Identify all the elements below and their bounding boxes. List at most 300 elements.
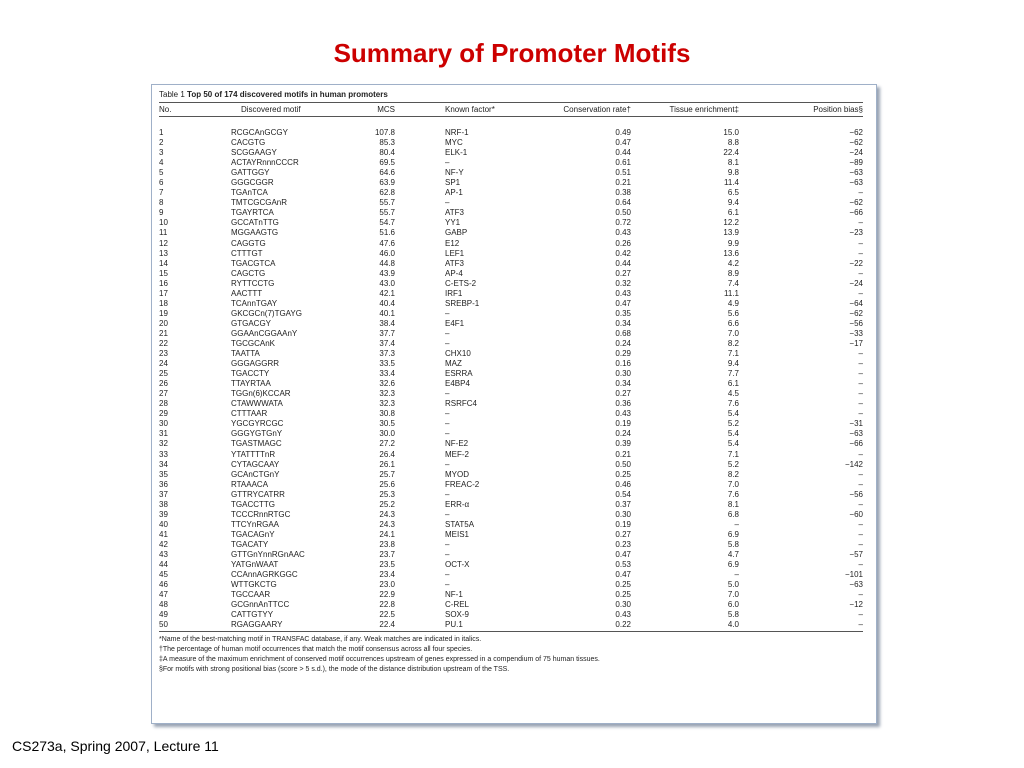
- cell-position-bias: –: [858, 268, 863, 278]
- table-row: [159, 218, 863, 228]
- cell-position-bias: −56: [849, 318, 863, 328]
- cell-conservation-rate: 0.30: [615, 600, 631, 610]
- cell-mcs: 63.9: [379, 178, 395, 188]
- cell-motif: TGASTMAGC: [231, 439, 282, 449]
- cell-conservation-rate: 0.53: [615, 560, 631, 570]
- cell-motif: CATTGTYY: [231, 610, 274, 620]
- cell-position-bias: −24: [849, 278, 863, 288]
- cell-conservation-rate: 0.54: [615, 489, 631, 499]
- cell-position-bias: –: [858, 469, 863, 479]
- cell-position-bias: −24: [849, 148, 863, 158]
- cell-conservation-rate: 0.43: [615, 610, 631, 620]
- cell-position-bias: −64: [849, 298, 863, 308]
- table-header-rule: [159, 116, 863, 117]
- cell-motif: WTTGKCTG: [231, 580, 277, 590]
- cell-conservation-rate: 0.50: [615, 208, 631, 218]
- cell-mcs: 32.3: [379, 389, 395, 399]
- cell-no: 12: [159, 238, 168, 248]
- cell-conservation-rate: 0.51: [615, 168, 631, 178]
- cell-conservation-rate: 0.25: [615, 590, 631, 600]
- cell-known-factor: –: [445, 539, 450, 549]
- cell-tissue-enrichment: 6.8: [727, 509, 739, 519]
- slide-title: Summary of Promoter Motifs: [333, 38, 691, 68]
- cell-position-bias: –: [858, 399, 863, 409]
- cell-mcs: 27.2: [379, 439, 395, 449]
- table-row: [159, 339, 863, 349]
- cell-position-bias: −62: [849, 138, 863, 148]
- cell-motif: TGACATY: [231, 539, 269, 549]
- cell-tissue-enrichment: 12.2: [723, 218, 739, 228]
- cell-tissue-enrichment: 4.9: [727, 298, 739, 308]
- cell-motif: TTAYRTAA: [231, 379, 271, 389]
- cell-motif: RYTTCCTG: [231, 278, 275, 288]
- cell-mcs: 32.3: [379, 399, 395, 409]
- cell-position-bias: –: [858, 560, 863, 570]
- cell-motif: TCCCRnnRTGC: [231, 509, 291, 519]
- cell-tissue-enrichment: 22.4: [723, 148, 739, 158]
- cell-motif: CTAWWWATA: [231, 399, 283, 409]
- cell-known-factor: ESRRA: [445, 369, 473, 379]
- cell-position-bias: –: [858, 369, 863, 379]
- cell-conservation-rate: 0.47: [615, 138, 631, 148]
- table-top-rule: [159, 102, 863, 103]
- table-bottom-rule: [159, 631, 863, 632]
- cell-no: 27: [159, 389, 168, 399]
- cell-mcs: 25.7: [379, 469, 395, 479]
- cell-position-bias: −101: [844, 570, 863, 580]
- cell-mcs: 37.3: [379, 349, 395, 359]
- table-row: [159, 530, 863, 540]
- cell-position-bias: –: [858, 188, 863, 198]
- table-row: [159, 470, 863, 480]
- cell-tissue-enrichment: 6.9: [727, 560, 739, 570]
- cell-no: 50: [159, 620, 168, 630]
- cell-motif: AACTTT: [231, 288, 263, 298]
- cell-mcs: 33.5: [379, 359, 395, 369]
- cell-tissue-enrichment: 6.6: [727, 318, 739, 328]
- cell-mcs: 38.4: [379, 318, 395, 328]
- cell-no: 36: [159, 479, 168, 489]
- table-row: [159, 299, 863, 309]
- cell-known-factor: YY1: [445, 218, 461, 228]
- cell-position-bias: –: [858, 539, 863, 549]
- cell-no: 30: [159, 419, 168, 429]
- cell-known-factor: IRF1: [445, 288, 463, 298]
- cell-no: 26: [159, 379, 168, 389]
- cell-mcs: 25.6: [379, 479, 395, 489]
- cell-position-bias: −56: [849, 489, 863, 499]
- cell-mcs: 85.3: [379, 138, 395, 148]
- cell-conservation-rate: 0.25: [615, 469, 631, 479]
- cell-tissue-enrichment: 4.5: [727, 389, 739, 399]
- cell-tissue-enrichment: –: [734, 519, 739, 529]
- cell-position-bias: –: [858, 479, 863, 489]
- cell-tissue-enrichment: 9.8: [727, 168, 739, 178]
- cell-motif: TGCCAAR: [231, 590, 271, 600]
- cell-motif: CAGCTG: [231, 268, 266, 278]
- table-row: [159, 460, 863, 470]
- cell-mcs: 54.7: [379, 218, 395, 228]
- cell-position-bias: −57: [849, 549, 863, 559]
- cell-no: 38: [159, 499, 168, 509]
- cell-no: 41: [159, 529, 168, 539]
- cell-conservation-rate: 0.30: [615, 369, 631, 379]
- header-conservation-rate: Conservation rate†: [563, 105, 631, 114]
- table-figure: [151, 84, 877, 724]
- cell-motif: GCGnnAnTTCC: [231, 600, 290, 610]
- cell-mcs: 25.2: [379, 499, 395, 509]
- cell-position-bias: −63: [849, 178, 863, 188]
- cell-no: 29: [159, 409, 168, 419]
- cell-conservation-rate: 0.34: [615, 318, 631, 328]
- table-row: [159, 359, 863, 369]
- header-tissue-enrichment: Tissue enrichment‡: [669, 105, 739, 114]
- cell-motif: CCAnnAGRKGGC: [231, 570, 298, 580]
- cell-no: 47: [159, 590, 168, 600]
- cell-motif: CACGTG: [231, 138, 266, 148]
- cell-mcs: 24.3: [379, 509, 395, 519]
- cell-conservation-rate: 0.64: [615, 198, 631, 208]
- cell-no: 4: [159, 158, 164, 168]
- cell-no: 9: [159, 208, 164, 218]
- cell-tissue-enrichment: 11.1: [724, 288, 739, 298]
- table-row: [159, 379, 863, 389]
- cell-conservation-rate: 0.25: [615, 580, 631, 590]
- cell-motif: GCCATnTTG: [231, 218, 279, 228]
- cell-mcs: 22.4: [379, 620, 395, 630]
- cell-conservation-rate: 0.24: [615, 338, 631, 348]
- cell-position-bias: −23: [849, 228, 863, 238]
- cell-mcs: 55.7: [379, 208, 395, 218]
- cell-known-factor: –: [445, 549, 450, 559]
- cell-conservation-rate: 0.29: [615, 349, 631, 359]
- cell-position-bias: –: [858, 529, 863, 539]
- cell-conservation-rate: 0.38: [615, 188, 631, 198]
- table-row: [159, 419, 863, 429]
- cell-position-bias: –: [858, 238, 863, 248]
- cell-mcs: 30.8: [379, 409, 395, 419]
- cell-position-bias: –: [858, 620, 863, 630]
- header-known-factor: Known factor*: [445, 105, 495, 114]
- cell-mcs: 23.7: [379, 549, 395, 559]
- cell-position-bias: −33: [849, 328, 863, 338]
- table-row: [159, 590, 863, 600]
- cell-no: 3: [159, 148, 164, 158]
- cell-tissue-enrichment: 4.0: [727, 620, 739, 630]
- cell-motif: TGCGCAnK: [231, 338, 276, 348]
- cell-position-bias: –: [858, 349, 863, 359]
- cell-known-factor: E12: [445, 238, 460, 248]
- cell-no: 13: [159, 248, 168, 258]
- cell-known-factor: E4F1: [445, 318, 465, 328]
- cell-known-factor: C-REL: [445, 600, 470, 610]
- cell-tissue-enrichment: 8.1: [727, 499, 739, 509]
- cell-conservation-rate: 0.26: [615, 238, 631, 248]
- cell-mcs: 24.3: [379, 519, 395, 529]
- cell-position-bias: −66: [849, 208, 863, 218]
- cell-no: 10: [159, 218, 168, 228]
- header-mcs: MCS: [377, 105, 395, 114]
- cell-tissue-enrichment: 7.0: [727, 590, 739, 600]
- cell-known-factor: NF-E2: [445, 439, 469, 449]
- cell-no: 15: [159, 268, 168, 278]
- cell-known-factor: MEF-2: [445, 449, 469, 459]
- cell-motif: ACTAYRnnnCCCR: [231, 158, 299, 168]
- cell-motif: TTCYnRGAA: [231, 519, 280, 529]
- cell-no: 6: [159, 178, 164, 188]
- cell-motif: RGAGGAARY: [231, 620, 283, 630]
- cell-position-bias: −22: [849, 258, 863, 268]
- cell-motif: GKCGCn(7)TGAYG: [231, 308, 302, 318]
- cell-mcs: 26.4: [379, 449, 395, 459]
- cell-position-bias: –: [858, 379, 863, 389]
- cell-known-factor: –: [445, 328, 450, 338]
- cell-no: 18: [159, 298, 168, 308]
- table-row: [159, 329, 863, 339]
- cell-position-bias: –: [858, 288, 863, 298]
- slide-footer: CS273a, Spring 2007, Lecture 11: [12, 738, 219, 754]
- cell-motif: RCGCAnGCGY: [231, 128, 288, 137]
- cell-mcs: 43.9: [379, 268, 395, 278]
- cell-position-bias: −89: [849, 158, 863, 168]
- table-body: [159, 128, 863, 630]
- cell-no: 21: [159, 328, 168, 338]
- table-row: [159, 158, 863, 168]
- cell-known-factor: MYOD: [445, 469, 469, 479]
- cell-tissue-enrichment: 8.2: [727, 469, 739, 479]
- cell-known-factor: LEF1: [445, 248, 465, 258]
- cell-conservation-rate: 0.47: [615, 298, 631, 308]
- cell-position-bias: −63: [849, 429, 863, 439]
- cell-mcs: 37.4: [379, 338, 395, 348]
- cell-no: 1: [159, 128, 164, 137]
- table-row: [159, 309, 863, 319]
- table-row: [159, 279, 863, 289]
- cell-conservation-rate: 0.49: [615, 128, 631, 137]
- cell-tissue-enrichment: 6.9: [727, 529, 739, 539]
- cell-conservation-rate: 0.47: [615, 549, 631, 559]
- cell-no: 14: [159, 258, 168, 268]
- cell-motif: GGAAnCGGAAnY: [231, 328, 298, 338]
- cell-no: 7: [159, 188, 164, 198]
- table-row: [159, 550, 863, 560]
- cell-motif: TCAnnTGAY: [231, 298, 278, 308]
- table-row: [159, 369, 863, 379]
- cell-motif: GTTRYCATRR: [231, 489, 285, 499]
- cell-mcs: 22.5: [379, 610, 395, 620]
- cell-position-bias: −63: [849, 168, 863, 178]
- cell-tissue-enrichment: 13.9: [723, 228, 739, 238]
- cell-known-factor: –: [445, 308, 450, 318]
- cell-known-factor: OCT-X: [445, 560, 470, 570]
- table-row: [159, 399, 863, 409]
- cell-conservation-rate: 0.61: [615, 158, 631, 168]
- cell-conservation-rate: 0.22: [615, 620, 631, 630]
- header-position-bias: Position bias§: [813, 105, 863, 114]
- cell-known-factor: SP1: [445, 178, 461, 188]
- cell-known-factor: NRF-1: [445, 128, 469, 137]
- footnote: ‡A measure of the maximum enrichment of conserved motif occurrences upstream of genes expressed in a compendium of 75 human tissues.: [159, 656, 600, 663]
- cell-conservation-rate: 0.27: [615, 389, 631, 399]
- cell-known-factor: GABP: [445, 228, 468, 238]
- cell-motif: CAGGTG: [231, 238, 266, 248]
- cell-conservation-rate: 0.30: [615, 509, 631, 519]
- cell-no: 8: [159, 198, 164, 208]
- table-row: [159, 450, 863, 460]
- cell-no: 22: [159, 338, 168, 348]
- cell-position-bias: −142: [844, 459, 863, 469]
- cell-mcs: 23.4: [379, 570, 395, 580]
- cell-mcs: 47.6: [379, 238, 395, 248]
- cell-position-bias: –: [858, 499, 863, 509]
- footnote: †The percentage of human motif occurrences that match the motif consensus across all four species.: [159, 646, 473, 653]
- cell-position-bias: −17: [849, 338, 863, 348]
- cell-conservation-rate: 0.44: [615, 148, 631, 158]
- cell-known-factor: MEIS1: [445, 529, 470, 539]
- cell-tissue-enrichment: –: [734, 570, 739, 580]
- cell-tissue-enrichment: 7.1: [727, 349, 739, 359]
- cell-no: 37: [159, 489, 168, 499]
- cell-mcs: 42.1: [379, 288, 395, 298]
- cell-motif: MGGAAGTG: [231, 228, 279, 238]
- table-row: [159, 269, 863, 279]
- cell-tissue-enrichment: 7.0: [727, 328, 739, 338]
- table-row: [159, 259, 863, 269]
- cell-no: 45: [159, 570, 168, 580]
- cell-position-bias: –: [858, 389, 863, 399]
- cell-conservation-rate: 0.42: [615, 248, 631, 258]
- cell-mcs: 46.0: [379, 248, 395, 258]
- cell-mcs: 107.8: [374, 128, 395, 137]
- cell-mcs: 25.3: [379, 489, 395, 499]
- cell-conservation-rate: 0.21: [615, 178, 631, 188]
- cell-conservation-rate: 0.46: [615, 479, 631, 489]
- cell-known-factor: AP-1: [445, 188, 463, 198]
- cell-position-bias: −62: [849, 128, 863, 137]
- table-row: [159, 249, 863, 259]
- table-row: [159, 610, 863, 620]
- cell-position-bias: −66: [849, 439, 863, 449]
- cell-conservation-rate: 0.35: [615, 308, 631, 318]
- table-row: [159, 600, 863, 610]
- cell-position-bias: −31: [849, 419, 863, 429]
- cell-tissue-enrichment: 4.2: [727, 258, 739, 268]
- cell-mcs: 62.8: [379, 188, 395, 198]
- cell-mcs: 40.1: [379, 308, 395, 318]
- cell-position-bias: −12: [849, 600, 863, 610]
- cell-tissue-enrichment: 5.4: [727, 429, 739, 439]
- cell-tissue-enrichment: 8.2: [727, 338, 739, 348]
- cell-known-factor: C-ETS-2: [445, 278, 477, 288]
- cell-known-factor: NF-Y: [445, 168, 464, 178]
- cell-no: 34: [159, 459, 168, 469]
- table-row: [159, 349, 863, 359]
- cell-known-factor: –: [445, 580, 450, 590]
- cell-known-factor: MYC: [445, 138, 463, 148]
- cell-conservation-rate: 0.44: [615, 258, 631, 268]
- cell-conservation-rate: 0.39: [615, 439, 631, 449]
- cell-motif: GGGYGTGnY: [231, 429, 283, 439]
- table-row: [159, 560, 863, 570]
- cell-tissue-enrichment: 7.6: [727, 489, 739, 499]
- cell-known-factor: ELK-1: [445, 148, 468, 158]
- cell-no: 32: [159, 439, 168, 449]
- cell-mcs: 26.1: [379, 459, 395, 469]
- cell-mcs: 30.5: [379, 419, 395, 429]
- header-no: No.: [159, 105, 172, 114]
- cell-tissue-enrichment: 7.0: [727, 479, 739, 489]
- table-row: [159, 540, 863, 550]
- table-row: [159, 239, 863, 249]
- cell-no: 11: [159, 228, 168, 238]
- cell-tissue-enrichment: 6.0: [727, 600, 739, 610]
- cell-motif: GTGACGY: [231, 318, 272, 328]
- cell-known-factor: RSRFC4: [445, 399, 478, 409]
- cell-no: 40: [159, 519, 168, 529]
- table-row: [159, 480, 863, 490]
- table-row: [159, 228, 863, 238]
- cell-mcs: 69.5: [379, 158, 395, 168]
- cell-position-bias: –: [858, 519, 863, 529]
- cell-known-factor: MAZ: [445, 359, 462, 369]
- cell-no: 28: [159, 399, 168, 409]
- cell-motif: TGACCTTG: [231, 499, 275, 509]
- cell-no: 19: [159, 308, 168, 318]
- cell-tissue-enrichment: 5.6: [727, 308, 739, 318]
- cell-known-factor: –: [445, 409, 450, 419]
- cell-tissue-enrichment: 7.4: [727, 278, 739, 288]
- cell-no: 48: [159, 600, 168, 610]
- cell-known-factor: ATF3: [445, 208, 464, 218]
- cell-known-factor: –: [445, 389, 450, 399]
- cell-mcs: 32.6: [379, 379, 395, 389]
- table-header-row: [159, 104, 863, 116]
- table-row: [159, 198, 863, 208]
- table-row: [159, 500, 863, 510]
- cell-motif: TAATTA: [231, 349, 260, 359]
- cell-tissue-enrichment: 7.7: [727, 369, 739, 379]
- cell-motif: CTTTGT: [231, 248, 263, 258]
- cell-known-factor: ERR-α: [445, 499, 470, 509]
- cell-tissue-enrichment: 11.4: [724, 178, 739, 188]
- cell-position-bias: −60: [849, 509, 863, 519]
- cell-no: 35: [159, 469, 168, 479]
- cell-tissue-enrichment: 7.6: [727, 399, 739, 409]
- table-row: [159, 188, 863, 198]
- cell-no: 49: [159, 610, 168, 620]
- cell-known-factor: –: [445, 570, 450, 580]
- cell-mcs: 55.7: [379, 198, 395, 208]
- cell-tissue-enrichment: 8.1: [727, 158, 739, 168]
- cell-known-factor: NF-1: [445, 590, 463, 600]
- cell-no: 43: [159, 549, 168, 559]
- footnote: *Name of the best-matching motif in TRANSFAC database, if any. Weak matches are indicated in italics.: [159, 636, 482, 643]
- cell-position-bias: –: [858, 248, 863, 258]
- cell-no: 42: [159, 539, 168, 549]
- cell-tissue-enrichment: 5.8: [727, 539, 739, 549]
- cell-known-factor: CHX10: [445, 349, 471, 359]
- cell-tissue-enrichment: 5.4: [727, 439, 739, 449]
- cell-tissue-enrichment: 8.9: [727, 268, 739, 278]
- cell-motif: GATTGGY: [231, 168, 270, 178]
- table-row: [159, 510, 863, 520]
- cell-motif: GGGCGGR: [231, 178, 274, 188]
- cell-position-bias: −62: [849, 198, 863, 208]
- cell-known-factor: FREAC-2: [445, 479, 480, 489]
- cell-mcs: 30.0: [379, 429, 395, 439]
- cell-conservation-rate: 0.43: [615, 409, 631, 419]
- cell-no: 16: [159, 278, 168, 288]
